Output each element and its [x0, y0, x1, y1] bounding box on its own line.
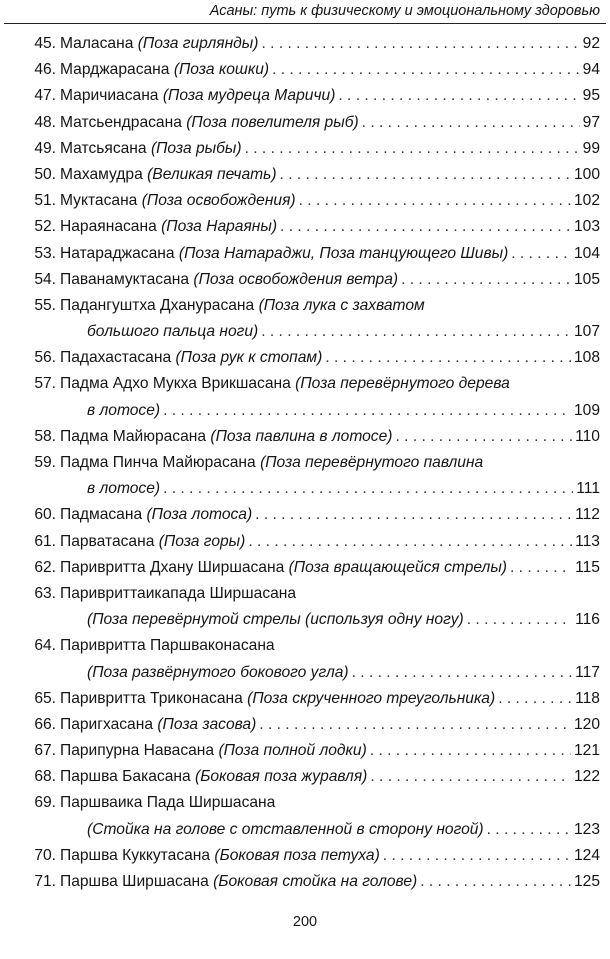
- entry-name: Матсьясана: [60, 139, 147, 157]
- toc-entry: [0, 555, 610, 581]
- leader-dots: [255, 502, 572, 528]
- toc-entry: [0, 869, 610, 895]
- leader-dots: [401, 267, 571, 293]
- toc-entry: [0, 686, 610, 712]
- entry-pose: (Поза павлина в лотосе): [210, 427, 393, 445]
- page-number: 200: [292, 914, 318, 930]
- entry-pose: (Боковая поза журавля): [195, 768, 368, 786]
- entry-name: Паршва Бакасана: [60, 768, 191, 786]
- entry-page: 109: [573, 401, 600, 419]
- toc-entry: [0, 712, 610, 738]
- entry-pose: (Поза мудреца Маричи): [162, 87, 336, 105]
- entry-number: 63.: [34, 584, 56, 602]
- entry-number: 66.: [34, 715, 56, 733]
- entry-name: Парватасана: [60, 532, 155, 550]
- entry-name: Натараджасана: [60, 244, 175, 262]
- toc-entry: [0, 764, 610, 790]
- entry-name: Падангуштха Дханурасана: [60, 296, 255, 314]
- entry-name: Паршва Куккутасана: [60, 846, 211, 864]
- toc-entry: [0, 581, 610, 607]
- toc-entry: [0, 502, 610, 528]
- entry-number: 54.: [34, 270, 56, 288]
- entry-pose: (Поза рыбы): [150, 139, 242, 157]
- toc-entry-continuation: [0, 319, 610, 345]
- entry-pose-cont: в лотосе): [87, 401, 161, 419]
- leader-dots: [261, 319, 571, 345]
- entry-name: Падма Пинча Майюрасана: [60, 454, 256, 471]
- leader-dots: [280, 214, 571, 240]
- entry-page: 124: [573, 846, 600, 864]
- entry-name: Паривриттаикапада Ширшасана: [60, 584, 297, 602]
- entry-number: 68.: [34, 768, 56, 786]
- entry-number: 45.: [34, 35, 56, 52]
- entry-name: Паригхасана: [60, 715, 153, 733]
- entry-number: 51.: [34, 192, 56, 210]
- leader-dots: [370, 738, 571, 764]
- entry-pose: (Поза вращающейся стрелы): [288, 558, 507, 576]
- entry-name: Падма Майюрасана: [60, 427, 207, 445]
- entry-pose: (Великая печать): [147, 165, 277, 183]
- toc-entry: [0, 345, 610, 371]
- entry-pose: (Поза освобождения): [141, 192, 296, 210]
- entry-page: 95: [582, 87, 600, 105]
- entry-number: 57.: [34, 375, 56, 393]
- entry-name: Паванамуктасана: [60, 270, 190, 288]
- entry-page: 110: [575, 427, 600, 445]
- leader-dots: [510, 555, 572, 581]
- toc-entry: [0, 790, 610, 816]
- toc-entry-continuation: [0, 817, 610, 843]
- leader-dots: [248, 529, 572, 555]
- leader-dots: [261, 31, 579, 57]
- entry-page: 94: [582, 61, 600, 79]
- toc-entry: [0, 241, 610, 267]
- entry-number: 50.: [34, 165, 56, 183]
- entry-pose-cont: в лотосе): [87, 480, 161, 498]
- leader-dots: [163, 398, 571, 424]
- entry-page: 111: [576, 480, 600, 498]
- entry-name: Муктасана: [60, 192, 138, 210]
- toc-entry-continuation: [0, 398, 610, 424]
- entry-number: 58.: [34, 427, 56, 445]
- header-rule: [4, 23, 606, 24]
- entry-number: 69.: [34, 794, 56, 812]
- toc-entry-continuation: [0, 660, 610, 686]
- entry-number: 48.: [34, 113, 56, 131]
- entry-page: 125: [573, 873, 600, 890]
- entry-number: 49.: [34, 139, 56, 157]
- toc-entry: [0, 293, 610, 319]
- leader-dots: [272, 57, 580, 83]
- entry-page: 104: [573, 244, 600, 262]
- toc-entry: [0, 267, 610, 293]
- entry-pose: (Поза скрученного треугольника): [247, 689, 496, 707]
- entry-pose: (Поза засова): [157, 715, 257, 733]
- entry-number: 62.: [34, 558, 56, 576]
- toc-entry: [0, 738, 610, 764]
- entry-name: Матсьендрасана: [60, 113, 182, 131]
- toc-entry: [0, 136, 610, 162]
- toc-entry: [0, 214, 610, 240]
- entry-name: Паршваика Пада Ширшасана: [60, 794, 276, 812]
- leader-dots: [487, 817, 571, 843]
- entry-page: 102: [573, 192, 600, 210]
- running-header: Асаны: путь к физическому и эмоциональному здоровью: [209, 3, 600, 19]
- entry-number: 55.: [34, 296, 56, 314]
- entry-name: Падма Адхо Мукха Врикшасана: [60, 375, 291, 393]
- entry-number: 60.: [34, 506, 56, 524]
- leader-dots: [395, 424, 572, 450]
- table-of-contents: [0, 31, 610, 895]
- toc-entry: [0, 633, 610, 659]
- entry-pose: (Поза повелителя рыб): [186, 113, 359, 131]
- toc-entry-continuation: [0, 607, 610, 633]
- entry-pose: (Боковая поза петуха): [214, 846, 380, 864]
- toc-entry: [0, 162, 610, 188]
- entry-number: 61.: [34, 532, 56, 550]
- entry-number: 65.: [34, 689, 56, 707]
- entry-pose-cont: большого пальца ноги): [87, 323, 259, 341]
- entry-page: 122: [573, 768, 600, 786]
- entry-page: 115: [575, 558, 600, 576]
- entry-page: 116: [575, 611, 600, 629]
- leader-dots: [352, 660, 572, 686]
- leader-dots: [299, 188, 571, 214]
- leader-dots: [280, 162, 571, 188]
- entry-name: Паривритта Дхану Ширшасана: [60, 558, 285, 576]
- entry-name: Паривритта Паршваконасана: [60, 637, 275, 655]
- toc-entry: [0, 57, 610, 83]
- entry-page: 105: [573, 270, 600, 288]
- toc-entry-continuation: [0, 476, 610, 502]
- entry-number: 53.: [34, 244, 56, 262]
- entry-name: Падахастасана: [60, 349, 172, 367]
- leader-dots: [362, 110, 580, 136]
- leader-dots: [245, 136, 580, 162]
- entry-page: 123: [573, 820, 600, 838]
- entry-pose-cont: (Поза развёрнутого бокового угла): [87, 663, 349, 681]
- entry-page: 103: [573, 218, 600, 236]
- leader-dots: [498, 686, 572, 712]
- entry-name: Маласана: [60, 35, 134, 52]
- entry-page: 117: [575, 663, 600, 681]
- entry-number: 56.: [34, 349, 56, 367]
- leader-dots: [259, 712, 571, 738]
- entry-page: 107: [573, 323, 600, 341]
- entry-name: Марджарасана: [60, 61, 170, 79]
- entry-page: 112: [575, 506, 600, 524]
- entry-name: Паршва Ширшасана: [60, 873, 209, 890]
- entry-name: Падмасана: [60, 506, 143, 524]
- entry-page: 108: [573, 349, 600, 367]
- leader-dots: [325, 345, 571, 371]
- toc-entry: [0, 424, 610, 450]
- entry-pose: (Боковая стойка на голове): [213, 873, 418, 890]
- entry-pose: (Поза гирлянды): [137, 35, 259, 52]
- entry-number: 71.: [34, 873, 56, 890]
- entry-name: Махамудра: [60, 165, 143, 183]
- entry-pose-cont: (Поза перевёрнутой стрелы (используя одну ногу): [87, 611, 464, 629]
- entry-page: 97: [582, 113, 600, 131]
- entry-pose: (Поза кошки): [173, 61, 270, 79]
- entry-page: 92: [582, 35, 600, 52]
- toc-entry: [0, 371, 610, 397]
- entry-page: 99: [582, 139, 600, 157]
- entry-page: 121: [573, 742, 600, 760]
- entry-name: Паривритта Триконасана: [60, 689, 243, 707]
- entry-pose: (Поза рук к стопам): [175, 349, 323, 367]
- toc-entry: [0, 31, 610, 57]
- entry-number: 47.: [34, 87, 56, 105]
- entry-name: Нараянасана: [60, 218, 157, 236]
- entry-pose: (Поза горы): [158, 532, 246, 550]
- toc-entry: [0, 83, 610, 109]
- entry-page: 118: [575, 689, 600, 707]
- leader-dots: [383, 843, 571, 869]
- entry-pose: (Поза полной лодки): [218, 742, 367, 760]
- entry-number: 52.: [34, 218, 56, 236]
- toc-entry: [0, 529, 610, 555]
- entry-number: 64.: [34, 637, 56, 655]
- entry-number: 59.: [34, 454, 56, 471]
- entry-page: 113: [575, 532, 600, 550]
- leader-dots: [420, 869, 571, 895]
- entry-pose: (Поза освобождения ветра): [193, 270, 399, 288]
- entry-pose: (Поза лука с захватом: [258, 296, 425, 314]
- toc-entry: [0, 843, 610, 869]
- entry-pose: (Поза Нараяны): [161, 218, 278, 236]
- leader-dots: [467, 607, 572, 633]
- entry-number: 46.: [34, 61, 56, 79]
- entry-pose: (Поза Натараджи, Поза танцующего Шивы): [178, 244, 509, 262]
- entry-pose: (Поза перевёрнутого дерева: [295, 375, 510, 393]
- toc-entry: [0, 450, 610, 476]
- leader-dots: [163, 476, 573, 502]
- entry-number: 67.: [34, 742, 56, 760]
- entry-page: 120: [573, 715, 600, 733]
- toc-entry: [0, 188, 610, 214]
- leader-dots: [338, 83, 579, 109]
- entry-number: 70.: [34, 846, 56, 864]
- toc-entry: [0, 110, 610, 136]
- entry-pose-cont: (Стойка на голове с отставленной в сторону ногой): [87, 820, 484, 838]
- entry-pose: (Поза перевёрнутого павлина: [260, 454, 484, 471]
- entry-name: Парипурна Навасана: [60, 742, 215, 760]
- leader-dots: [370, 764, 571, 790]
- entry-page: 100: [573, 165, 600, 183]
- entry-pose: (Поза лотоса): [146, 506, 253, 524]
- entry-name: Маричиасана: [60, 87, 159, 105]
- leader-dots: [511, 241, 571, 267]
